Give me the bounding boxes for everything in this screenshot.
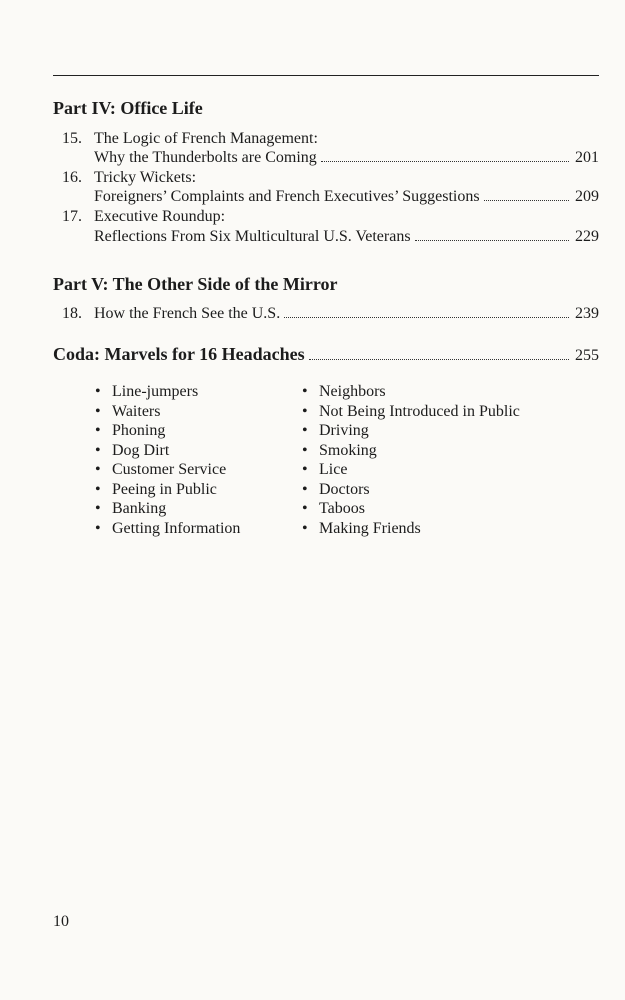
bullet-icon: • [302, 480, 308, 498]
leader-line [94, 228, 599, 246]
dot-leader [415, 240, 569, 241]
headache-list-left [95, 382, 240, 538]
page-number: 10 [53, 913, 69, 930]
list-item [95, 402, 240, 422]
list-item-label: Getting Information [112, 519, 241, 537]
list-item-label: Line-jumpers [112, 383, 199, 400]
leader-line [94, 188, 599, 206]
list-item [95, 441, 240, 461]
entry-title-line2: Reflections From Six Multicultural U.S. Veterans [94, 228, 411, 245]
leader-line [94, 305, 599, 323]
bullet-icon: • [95, 500, 101, 517]
list-item-label: Peeing in Public [112, 480, 217, 498]
list-item [95, 480, 240, 500]
list-item-label: Waiters [112, 402, 161, 420]
entry-title-line1: Tricky Wickets: [94, 169, 197, 186]
list-item [95, 499, 240, 519]
list-item [302, 421, 520, 441]
bullet-icon: • [95, 402, 101, 420]
entry-number: 15. [62, 130, 82, 147]
leader-line [94, 149, 599, 167]
entry-title-line1: Executive Roundup: [94, 208, 226, 225]
bullet-icon: • [302, 422, 308, 439]
list-item [302, 519, 520, 539]
list-item-label: Taboos [319, 500, 365, 517]
list-item-label: Dog Dirt [112, 441, 170, 459]
list-item [302, 499, 520, 519]
bullet-icon: • [302, 500, 308, 517]
coda-title: Coda: Marvels for 16 Headaches [53, 344, 305, 364]
entry-number: 17. [62, 208, 82, 225]
list-item [95, 421, 240, 441]
list-item [302, 382, 520, 402]
list-item-label: Lice [319, 461, 348, 478]
list-item-label: Smoking [319, 441, 377, 459]
list-item [302, 480, 520, 500]
list-item-label: Phoning [112, 422, 166, 439]
list-item-label: Making Friends [319, 519, 421, 537]
list-item-label: Not Being Introduced in Public [319, 402, 520, 420]
entry-page-number: 239 [575, 305, 599, 322]
bullet-icon: • [95, 480, 101, 498]
bullet-icon: • [95, 461, 101, 478]
coda-page-number: 255 [575, 347, 599, 364]
list-item-label: Customer Service [112, 461, 227, 478]
bullet-icon: • [302, 383, 308, 400]
entry-title-line1: The Logic of French Management: [94, 130, 318, 147]
dot-leader [484, 200, 569, 201]
bullet-icon: • [95, 441, 101, 459]
headache-list-right [302, 382, 520, 538]
top-rule [53, 75, 599, 76]
dot-leader [284, 317, 569, 318]
entry-page-number: 229 [575, 228, 599, 245]
list-item [95, 382, 240, 402]
list-item [302, 441, 520, 461]
part-v-heading: Part V: The Other Side of the Mirror [53, 274, 338, 294]
bullet-icon: • [302, 461, 308, 478]
coda-entry [53, 344, 599, 365]
entry-title-line2: Why the Thunderbolts are Coming [94, 149, 317, 166]
list-item-label: Driving [319, 422, 369, 439]
bullet-icon: • [302, 402, 308, 420]
entry-page-number: 201 [575, 149, 599, 166]
list-item [302, 460, 520, 480]
bullet-icon: • [95, 422, 101, 439]
bullet-icon: • [95, 383, 101, 400]
part-iv-heading: Part IV: Office Life [53, 98, 203, 118]
list-item-label: Neighbors [319, 383, 386, 400]
bullet-icon: • [95, 519, 101, 537]
entry-number: 16. [62, 169, 82, 186]
list-item [95, 460, 240, 480]
dot-leader [309, 359, 569, 360]
entry-page-number: 209 [575, 188, 599, 205]
list-item [302, 402, 520, 422]
bullet-icon: • [302, 441, 308, 459]
list-item-label: Banking [112, 500, 167, 517]
list-item [95, 519, 240, 539]
entry-title: How the French See the U.S. [94, 305, 281, 322]
list-item-label: Doctors [319, 480, 370, 498]
dot-leader [321, 161, 569, 162]
bullet-icon: • [302, 519, 308, 537]
entry-title-line2: Foreigners’ Complaints and French Executives’ Suggestions [94, 188, 480, 205]
entry-number: 18. [62, 305, 82, 322]
